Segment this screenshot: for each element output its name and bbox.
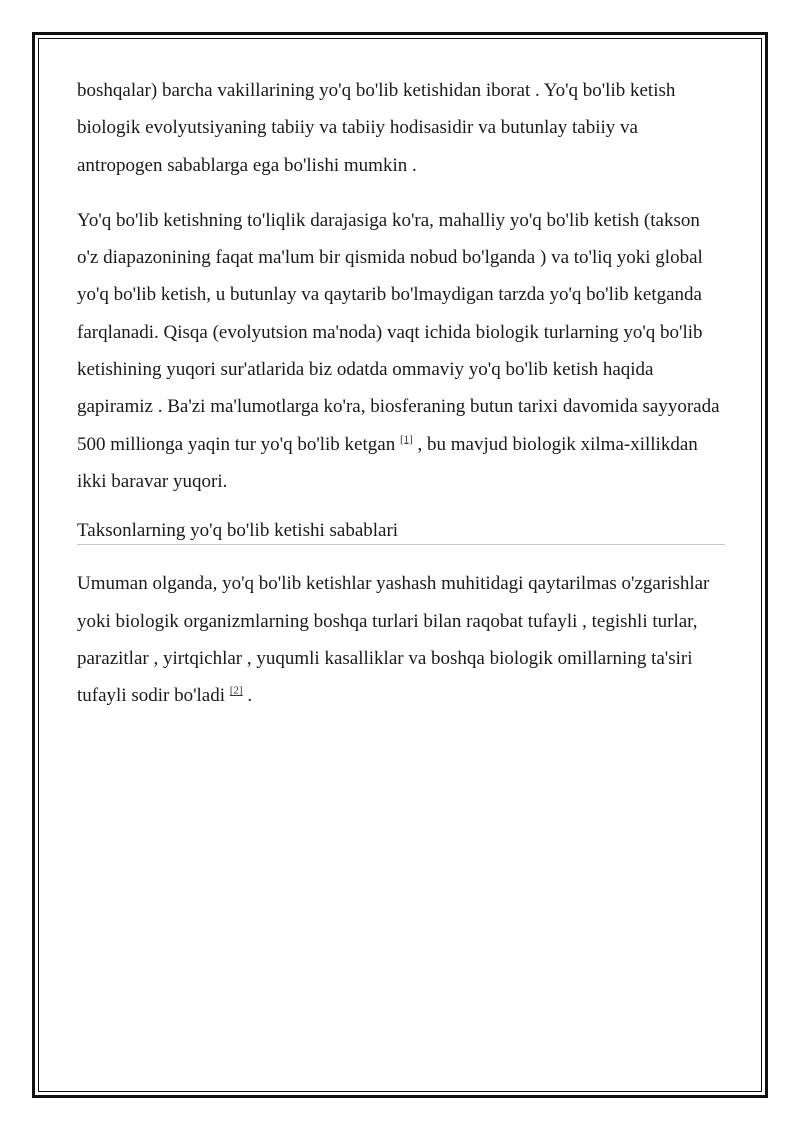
paragraph-3 bbox=[77, 565, 725, 714]
paragraph-2-tail: , bu mavjud biologik xilma-xillikdan ikki baravar yuqori. bbox=[77, 433, 698, 492]
paragraph-2-text: Yo'q bo'lib ketishning to'liqlik darajasiga ko'ra, mahalliy yo'q bo'lib ketish (takson o'z diapazonining faqat ma'lum bir qismida nobud bo'lganda ) va to'liq yoki global yo'q bo'lib ketish, u butunlay va qaytarib bo'lmaydigan tarzda yo'q bo'lib ketganda farqlanadi. Qisqa (evolyutsion ma'noda) vaqt ichida biologik turlarning yo'q bo'lib ketishining yuqori sur'atlarida biz odatda ommaviy yo'q bo'lib ketish haqida gapiramiz . Ba'zi ma'lumotlarga ko'ra, biosferaning butun tarixi davomida sayyorada 500 millionga yaqin tur yo'q bo'lib ketgan bbox=[77, 209, 720, 455]
footnote-ref-1[interactable]: [1] bbox=[399, 433, 413, 446]
footnote-ref-2[interactable]: [2] bbox=[229, 684, 243, 697]
paragraph-1: boshqalar) barcha vakillarining yo'q bo'lib ketishidan iborat . Yo'q bo'lib ketish biologik evolyutsiyaning tabiiy va tabiiy hodisasidir va butunlay tabiiy va antropogen sabablarga ega bo'lishi mumkin . bbox=[77, 80, 676, 176]
paragraph-3-text: Umuman olganda, yo'q bo'lib ketishlar yashash muhitidagi qaytarilmas o'zgarishlar yoki biologik organizmlarning boshqa turlari bilan raqobat tufayli , tegishli turlar, parazitlar , yirtqichlar , yuqumli kasalliklar va boshqa biologik omillarning ta'siri tufayli sodir bo'ladi bbox=[77, 573, 710, 707]
paragraph-2 bbox=[77, 202, 725, 500]
paragraph-3-tail: . bbox=[247, 685, 253, 707]
document-body bbox=[77, 72, 725, 732]
section-heading: Taksonlarning yo'q bo'lib ketishi sabablari bbox=[77, 518, 725, 545]
